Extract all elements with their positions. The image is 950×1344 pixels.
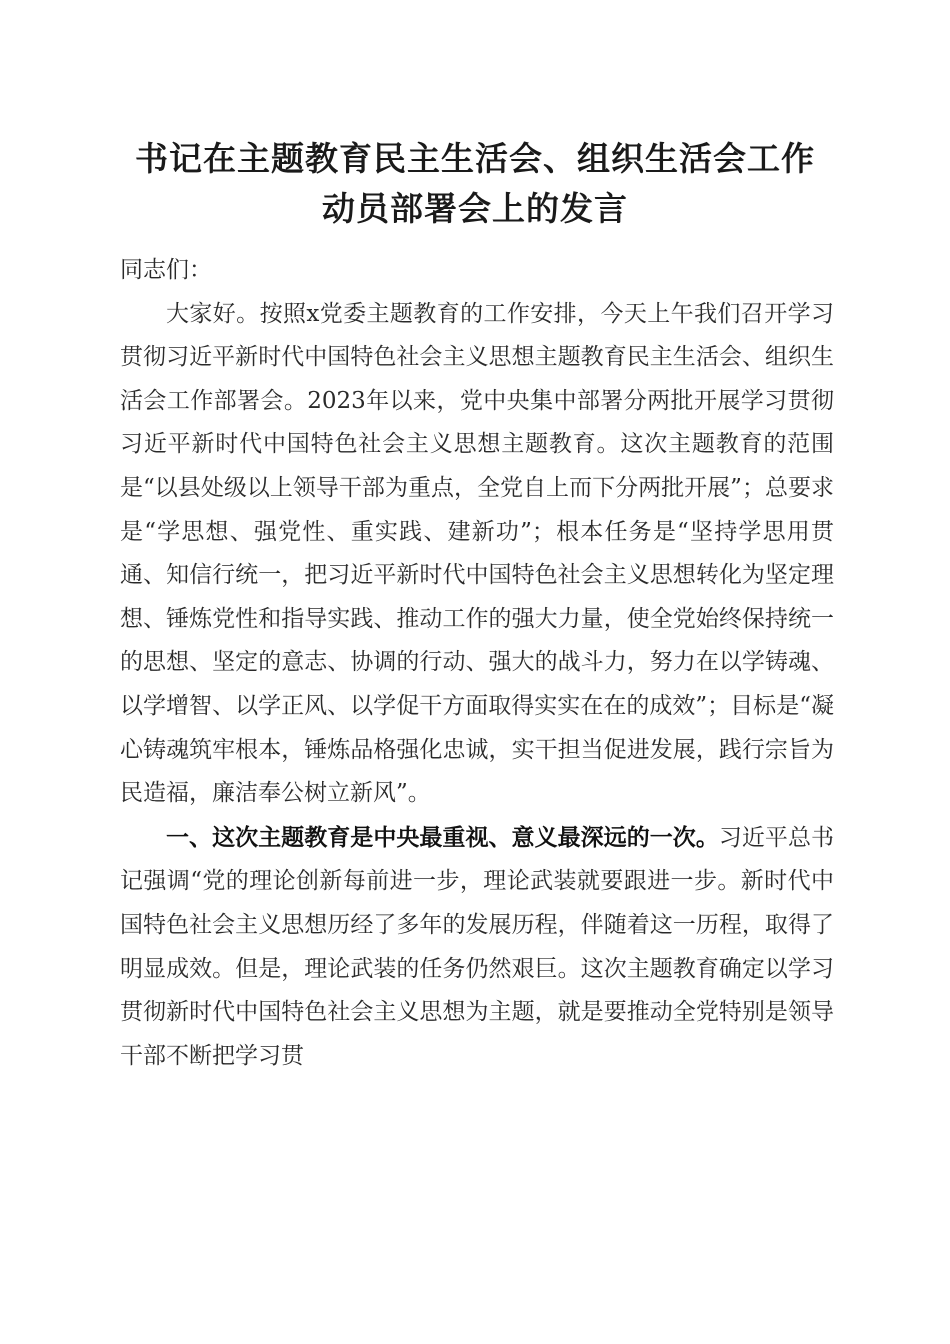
document-body [120, 249, 834, 1078]
title-line-2: 动员部署会上的发言 [322, 189, 628, 228]
section-1-text: 习近平总书记强调“党的理论创新每前进一步，理论武装就要跟进一步。新时代中国特色社会主义思想历经了多年的发展历程，伴随着这一历程，取得了明显成效。但是，理论武装的任务仍然艰巨。这次主题教育确定以学习贯彻新时代中国特色社会主义思想为主题，就是要推动全党特别是领导干部不断把学习贯 [120, 824, 835, 1069]
document-title [80, 134, 870, 234]
paragraph-intro: 大家好。按照x党委主题教育的工作安排，今天上午我们召开学习贯彻习近平新时代中国特色社会主义思想主题教育民主生活会、组织生活会工作部署会。2023年以来，党中央集中部署分两批开展学习贯彻习近平新时代中国特色社会主义思想主题教育。这次主题教育的范围是“以县处级以上领导干部为重点，全党自上而下分两批开展”；总要求是“学思想、强党性、重实践、建新功”；根本任务是“坚持学思用贯通、知信行统一，把习近平新时代中国特色社会主义思想转化为坚定理想、锤炼党性和指导实践、推动工作的强大力量，使全党始终保持统一的思想、坚定的意志、协调的行动、强大的战斗力，努力在以学铸魂、以学增智、以学正风、以学促干方面取得实实在在的成效”；目标是“凝心铸魂筑牢根本，锤炼品格强化忠诚，实干担当促进发展，践行宗旨为民造福，廉洁奉公树立新风”。 [120, 300, 834, 807]
salutation: 同志们： [120, 257, 212, 283]
paragraph-section-1 [120, 816, 834, 1079]
section-1-heading: 一、这次主题教育是中央最重视、意义最深远的一次。 [166, 823, 719, 851]
title-line-1: 书记在主题教育民主生活会、组织生活会工作 [135, 139, 815, 178]
